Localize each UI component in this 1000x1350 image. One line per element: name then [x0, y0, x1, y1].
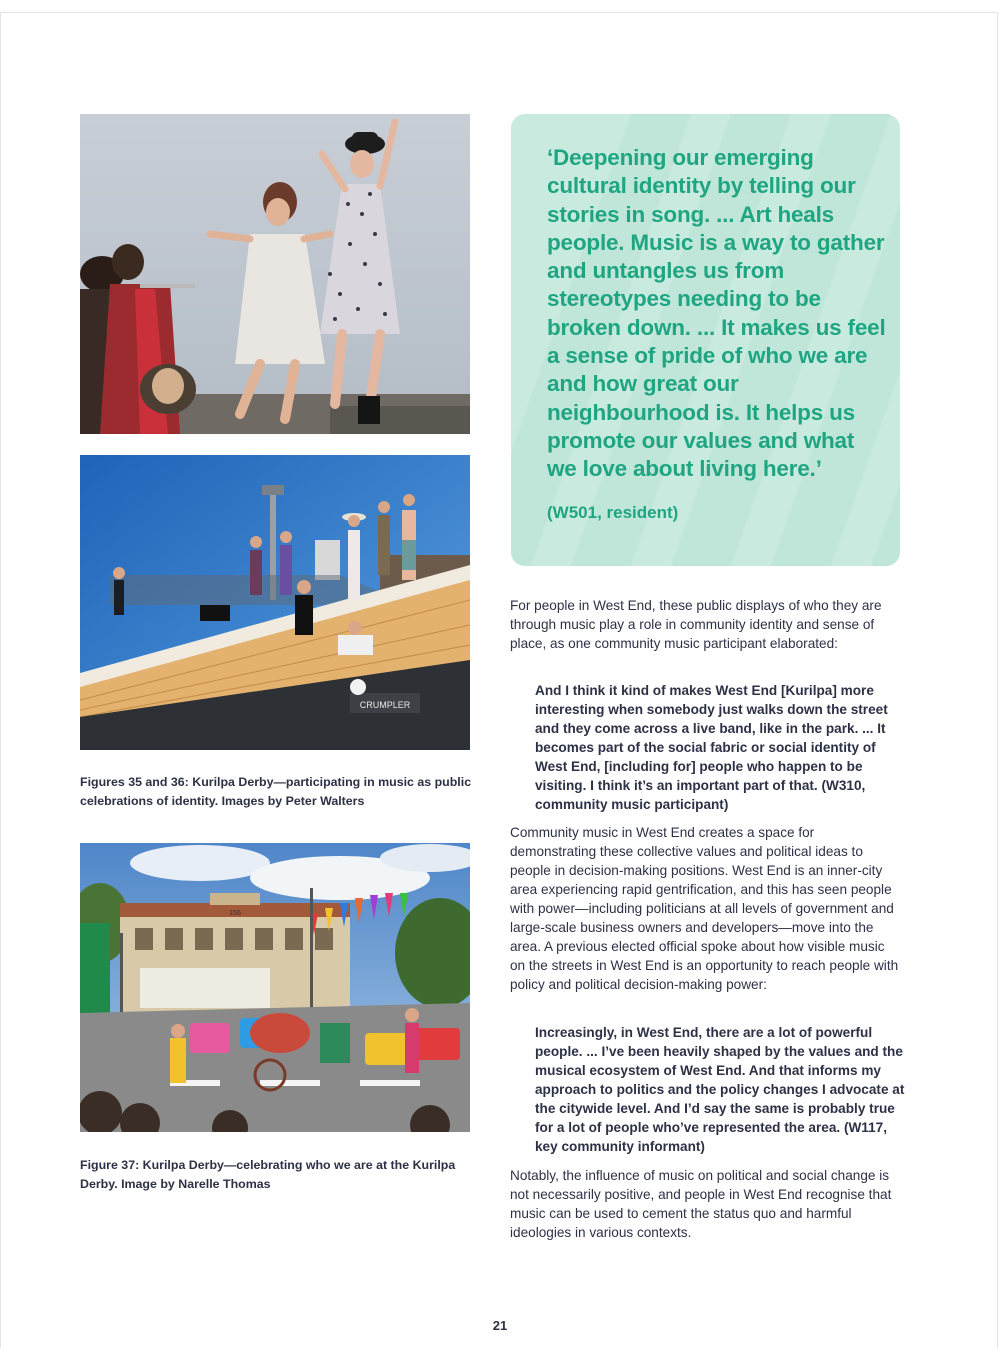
figure-caption-35-36: Figures 35 and 36: Kurilpa Derby—participating in music as public celebrations of identity. Images by Peter Walters [80, 775, 472, 808]
photo-people-on-awning [80, 455, 470, 750]
body-paragraph-3: Notably, the influence of music on political and social change is not necessarily positive, and people in West End recognise that music can be used to cement the status quo and harmful ideologies in various contexts. [510, 1168, 892, 1240]
body-paragraph-1: For people in West End, these public displays of who they are through music play a role in community identity and sense of place, as one community music participant elaborated: [510, 598, 882, 651]
page-number: 21 [492, 1318, 508, 1333]
photo-dancers-on-roof [80, 114, 470, 434]
block-quote-2: Increasingly, in West End, there are a lot of powerful people. ... I’ve been heavily shaped by the values and the musical ecosystem of West End. And that informs my approach to politics and the policy changes I advocate at the citywide level. And I’d say the same is probably true for a lot of people who’ve represented the area. (W117, key community informant) [535, 1025, 905, 1154]
body-paragraph-2: Community music in West End creates a space for demonstrating these collective values and political ideas to people in decision-making positions. West End is an inner-city area experiencing rapid gentrification, and this has seen people with power—including politicians at all levels of government and large-scale business owners and developers—move into the area. A previous elected official spoke about how visible music on the streets in West End is an opportunity to reach people with policy and political decision-making power: [510, 825, 899, 992]
building-number: 156 [229, 910, 241, 917]
pull-quote-attribution: (W501, resident) [547, 503, 679, 522]
pull-quote-card [511, 114, 900, 566]
pull-quote-text: ‘Deepening our emerging cultural identity by telling our stories in song. ... Art heals people. Music is a way to gather and untangles us from stereotypes needing to be broken down. ... It makes us feel a sense of pride of who we are and how great our neighbourhood is. It helps us promote our values and what we love about living here.’ [547, 145, 886, 482]
figure-caption-37: Figure 37: Kurilpa Derby—celebrating who we are at the Kurilpa Derby. Image by Narelle Thomas [80, 1158, 456, 1191]
block-quote-1: And I think it kind of makes West End [Kurilpa] more interesting when somebody just walks down the street and they come across a live band, like in the park. ... It becomes part of the social fabric or social identity of West End, [including for] people who happen to be visiting. I think it’s an important part of that. (W310, community music participant) [535, 683, 888, 812]
crumpler-sign: CRUMPLER [359, 700, 411, 710]
photo-street-parade [80, 843, 470, 1132]
